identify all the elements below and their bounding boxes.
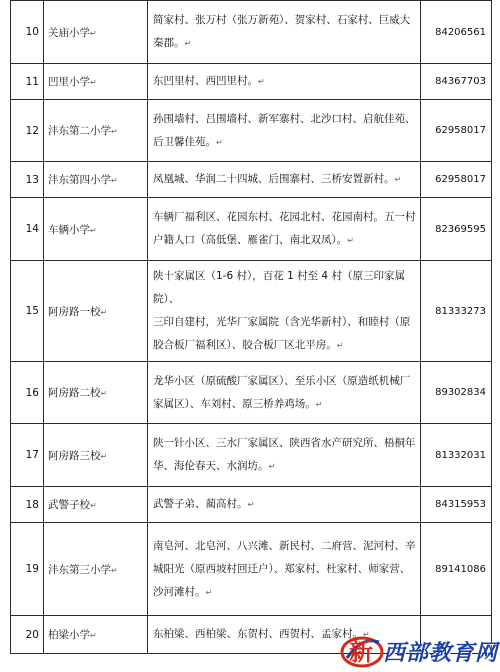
enrollment-area-cell	[148, 64, 421, 100]
area-line	[153, 493, 416, 516]
area-line	[153, 229, 416, 252]
cell-end-mark: ↵	[205, 587, 213, 597]
school-name-cell	[44, 523, 148, 616]
phone-number: 84206561	[421, 1, 492, 64]
area-text: 后卫馨佳苑。	[153, 135, 216, 148]
area-line	[153, 393, 416, 416]
enrollment-area-cell	[148, 162, 421, 198]
watermark	[339, 626, 497, 672]
enrollment-area-cell	[148, 424, 421, 487]
row-number: 16	[11, 362, 44, 424]
area-text: 家属区）、车刘村、原三桥养鸡场。	[153, 397, 316, 410]
area-text: 户籍人口（高低堡、雁雀门、南北双凤）。	[153, 234, 348, 246]
cell-end-mark: ↵	[90, 631, 97, 640]
row-number: 17	[11, 424, 44, 487]
row-number: 13	[11, 162, 44, 198]
area-text: 东柏梁、西柏梁、东贺村、西贺村、孟家村。	[153, 628, 363, 640]
area-line	[153, 168, 416, 191]
cell-end-mark: ↵	[216, 137, 223, 147]
enrollment-area-cell	[148, 362, 421, 424]
school-name-cell	[44, 261, 148, 362]
table-row	[11, 424, 492, 487]
table-row	[11, 64, 492, 100]
school-name: 车辆小学	[48, 223, 90, 236]
area-text: 凤凰城、华润二十四城、后围寨村、三桥安置新村。	[153, 173, 395, 185]
cell-end-mark: ↵	[100, 451, 108, 461]
school-name-cell	[44, 162, 148, 198]
table-row	[11, 261, 492, 362]
area-line	[153, 311, 416, 334]
watermark-logo-icon	[339, 628, 385, 672]
svg-text:新: 新	[349, 638, 373, 666]
area-line	[153, 265, 416, 311]
phone-number: 82369595	[421, 198, 492, 261]
area-line	[153, 581, 416, 604]
table-row	[11, 198, 492, 261]
school-name: 阿房路一校	[48, 305, 101, 318]
school-name: 沣东第三小学	[48, 563, 111, 576]
area-text: 车辆厂福利区、花园东村、花园北村、花园南村。五一村	[153, 211, 416, 223]
cell-end-mark: ↵	[394, 175, 402, 184]
enrollment-area-cell	[148, 261, 421, 362]
table-row	[11, 100, 492, 162]
table-row	[11, 523, 492, 616]
table-row	[11, 162, 492, 198]
area-line	[153, 108, 416, 131]
school-name-cell	[44, 64, 148, 100]
area-text: 东凹里村、西凹里村。	[153, 75, 258, 87]
area-text: 秦郡。	[153, 37, 185, 49]
phone-number: 84315953	[421, 487, 492, 523]
cell-end-mark: ↵	[90, 501, 97, 510]
cell-end-mark: ↵	[90, 78, 97, 87]
cell-end-mark: ↵	[111, 565, 118, 575]
row-number: 14	[11, 198, 44, 261]
school-name: 凹里小学	[48, 76, 90, 88]
cell-end-mark: ↵	[90, 28, 97, 38]
enrollment-area-cell	[148, 1, 421, 64]
school-name-cell	[44, 487, 148, 523]
cell-end-mark: ↵	[268, 462, 276, 471]
cell-end-mark: ↵	[363, 630, 370, 639]
row-number: 10	[11, 1, 44, 64]
watermark-text: 西部教育网	[383, 641, 499, 666]
area-text: 南皂河、北皂河、八兴滩、新民村、二府营、泥河村、辛	[153, 539, 416, 552]
phone-number: 62958017	[421, 100, 492, 162]
row-number: 20	[11, 616, 44, 654]
phone-number: 84367703	[421, 64, 492, 100]
cell-end-mark: ↵	[90, 225, 97, 235]
cell-end-mark: ↵	[184, 39, 192, 48]
area-line	[153, 558, 416, 581]
row-number: 19	[11, 523, 44, 616]
cell-end-mark: ↵	[336, 341, 344, 350]
area-line	[153, 70, 416, 93]
area-text: 华、海伦春天、水润坊。	[153, 460, 269, 472]
area-text: 陕一针小区、三水厂家属区、陕西省水产研究所、梧桐年	[153, 437, 416, 449]
area-line	[153, 370, 416, 393]
phone-number: 89302834	[421, 362, 492, 424]
school-name: 武警子校	[48, 499, 90, 511]
school-name-cell	[44, 616, 148, 654]
table-row	[11, 362, 492, 424]
cell-end-mark: ↵	[111, 176, 118, 185]
phone-number: 62958017	[421, 162, 492, 198]
area-line	[153, 131, 416, 154]
enrollment-area-cell	[148, 487, 421, 523]
phone-number: 81332031	[421, 424, 492, 487]
enrollment-area-cell	[148, 100, 421, 162]
area-line	[153, 455, 416, 478]
phone-number: 81333273	[421, 261, 492, 362]
area-text: 简家村、张万村（张万新苑）、贺家村、石家村、巨威大	[153, 14, 411, 26]
school-name: 柏梁小学	[48, 629, 90, 641]
area-text: 沙河滩村。	[153, 585, 206, 598]
phone-number: 89141086	[421, 523, 492, 616]
area-text: 龙华小区（原硫酸厂家属区）、至乐小区（原造纸机械厂	[153, 374, 411, 387]
school-name-cell	[44, 424, 148, 487]
school-name: 关庙小学	[48, 26, 90, 39]
area-line	[153, 334, 416, 357]
cell-end-mark: ↵	[100, 389, 108, 398]
school-name: 沣东第二小学	[48, 125, 111, 137]
cell-end-mark: ↵	[258, 77, 265, 86]
school-district-table	[10, 0, 492, 654]
area-line	[153, 535, 416, 558]
row-number: 12	[11, 100, 44, 162]
area-text: 城阳光（原西坡村回迁户）、郑家村、杜家村、师家营、	[153, 562, 411, 575]
school-name: 沣东第四小学	[48, 174, 111, 186]
area-text: 武警子弟、蔺高村。	[153, 498, 248, 510]
row-number: 15	[11, 261, 44, 362]
row-number: 18	[11, 487, 44, 523]
school-name: 阿房路三校	[48, 449, 101, 462]
cell-end-mark: ↵	[247, 500, 255, 509]
school-name-cell	[44, 100, 148, 162]
area-text: 三印自建村，光华厂家属院（含光华新村）、和睦村（原	[153, 316, 411, 328]
table-row	[11, 487, 492, 523]
enrollment-area-cell	[148, 523, 421, 616]
row-number: 11	[11, 64, 44, 100]
cell-end-mark: ↵	[315, 399, 323, 409]
school-name: 阿房路二校	[48, 387, 101, 399]
school-name-cell	[44, 198, 148, 261]
school-name-cell	[44, 362, 148, 424]
cell-end-mark: ↵	[347, 236, 354, 245]
area-line	[153, 432, 416, 455]
cell-end-mark: ↵	[111, 127, 118, 136]
school-name-cell	[44, 1, 148, 64]
area-text: 胶合板厂福利区）、胶合板厂区北平房。	[153, 339, 337, 351]
area-text: 孙围墙村、吕围墙村、新军寨村、北沙口村、启航佳苑、	[153, 112, 416, 125]
area-text: 陕十家属区（1-6 村），百花 1 村至 4 村（原三印家属院）、	[153, 270, 405, 305]
area-line	[153, 206, 416, 229]
area-line	[153, 32, 416, 55]
enrollment-area-cell	[148, 198, 421, 261]
area-line	[153, 9, 416, 32]
cell-end-mark: ↵	[100, 307, 108, 317]
table-row	[11, 1, 492, 64]
